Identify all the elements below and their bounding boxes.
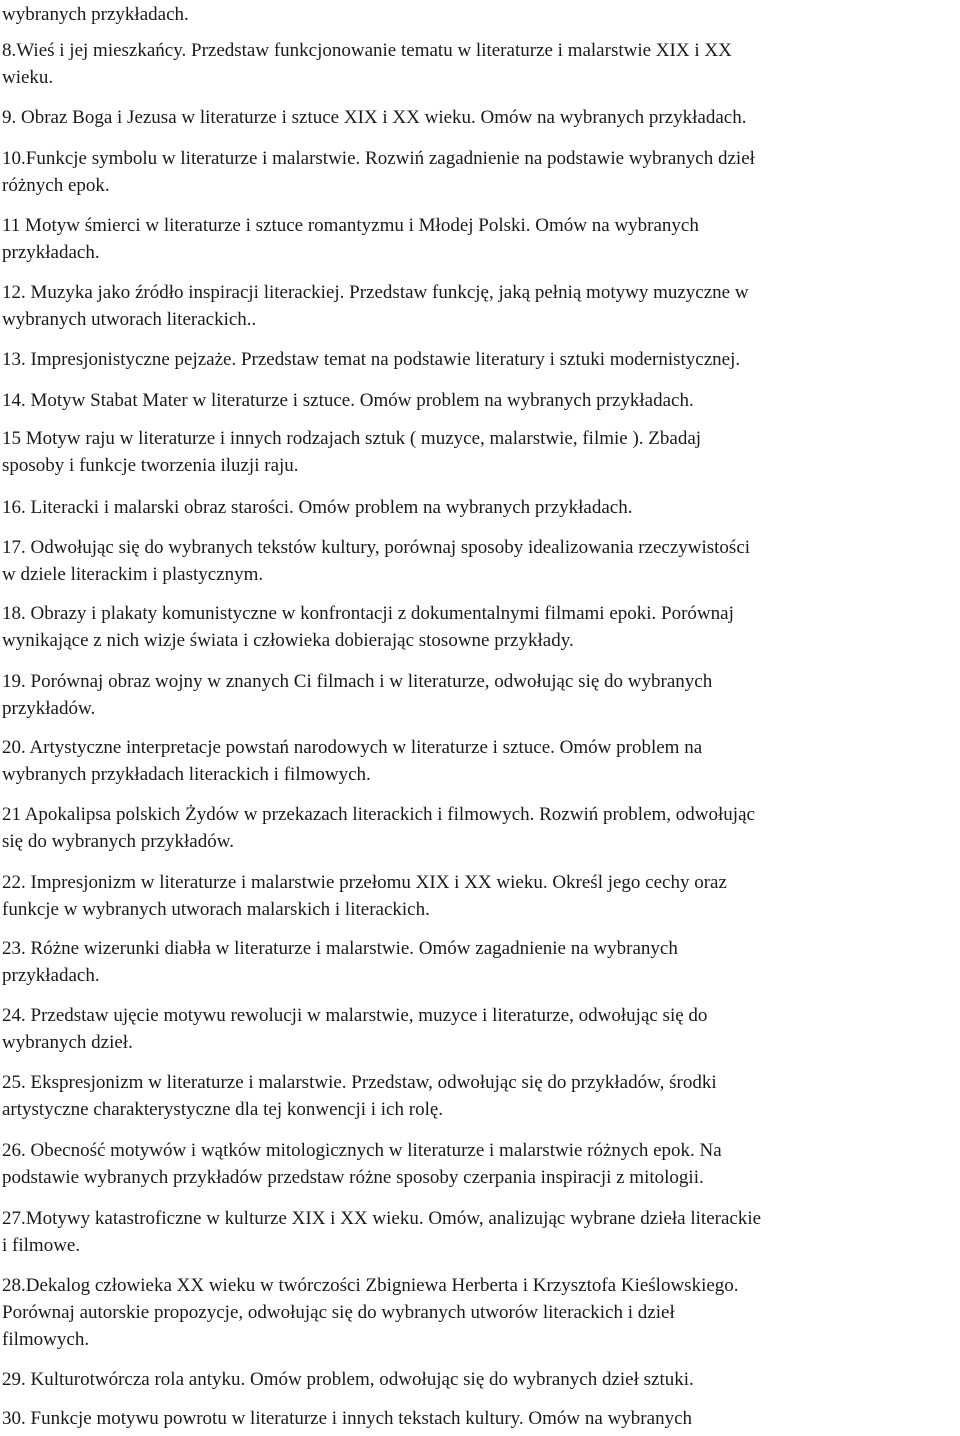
topic-23 bbox=[2, 935, 952, 989]
topic-26 bbox=[2, 1137, 952, 1191]
text-line: 28.Dekalog człowieka XX wieku w twórczości Zbigniewa Herberta i Krzysztofa Kieślowskiego. bbox=[2, 1275, 739, 1296]
topic-10 bbox=[2, 145, 952, 199]
text-line: wybranych przykładach literackich i filmowych. bbox=[2, 764, 371, 785]
topic-20 bbox=[2, 734, 952, 788]
topic-12 bbox=[2, 279, 952, 333]
text-line: wybranych utworach literackich.. bbox=[2, 309, 257, 330]
text-line: filmowych. bbox=[2, 1329, 90, 1350]
text-line: w dziele literackim i plastycznym. bbox=[2, 564, 264, 585]
text-line: przykładów. bbox=[2, 698, 96, 719]
text-line: wybranych przykładach. bbox=[2, 4, 189, 25]
topic-14 bbox=[2, 387, 952, 414]
text-line: 12. Muzyka jako źródło inspiracji literackiej. Przedstaw funkcję, jaką pełnią motywy muzyczne w bbox=[2, 282, 749, 303]
text-line: podstawie wybranych przykładów przedstaw różne sposoby czerpania inspiracji z mitologii. bbox=[2, 1167, 704, 1188]
text-line: się do wybranych przykładów. bbox=[2, 831, 234, 852]
text-line: sposoby i funkcje tworzenia iluzji raju. bbox=[2, 455, 299, 476]
topic-9 bbox=[2, 104, 952, 131]
text-line: różnych epok. bbox=[2, 175, 110, 196]
text-line: przykładach. bbox=[2, 242, 100, 263]
topic-22 bbox=[2, 869, 952, 923]
text-line: 16. Literacki i malarski obraz starości. Omów problem na wybranych przykładach. bbox=[2, 497, 633, 518]
topic-27 bbox=[2, 1205, 952, 1259]
topic-30 bbox=[2, 1405, 952, 1432]
topic-21 bbox=[2, 801, 952, 855]
text-line: 18. Obrazy i plakaty komunistyczne w konfrontacji z dokumentalnymi filmami epoki. Porównaj bbox=[2, 603, 734, 624]
text-line: 17. Odwołując się do wybranych tekstów kultury, porównaj sposoby idealizowania rzeczywistości bbox=[2, 537, 751, 558]
text-line: 22. Impresjonizm w literaturze i malarstwie przełomu XIX i XX wieku. Określ jego cechy oraz bbox=[2, 872, 727, 893]
text-line: 10.Funkcje symbolu w literaturze i malarstwie. Rozwiń zagadnienie na podstawie wybranych dzieł bbox=[2, 148, 755, 169]
topic-11 bbox=[2, 212, 952, 266]
topic-15 bbox=[2, 425, 952, 479]
topic-16 bbox=[2, 494, 952, 521]
topic-28 bbox=[2, 1272, 952, 1353]
topic-29 bbox=[2, 1366, 952, 1393]
text-line: 11 Motyw śmierci w literaturze i sztuce romantyzmu i Młodej Polski. Omów na wybranych bbox=[2, 215, 699, 236]
text-line: wybranych dzieł. bbox=[2, 1032, 133, 1053]
topic-18 bbox=[2, 600, 952, 654]
text-line: 9. Obraz Boga i Jezusa w literaturze i sztuce XIX i XX wieku. Omów na wybranych przykładach. bbox=[2, 107, 747, 128]
text-line: 14. Motyw Stabat Mater w literaturze i sztuce. Omów problem na wybranych przykładach. bbox=[2, 390, 694, 411]
topic-17 bbox=[2, 534, 952, 588]
topic-8 bbox=[2, 37, 952, 91]
text-line: wieku. bbox=[2, 67, 54, 88]
text-line: 29. Kulturotwórcza rola antyku. Omów problem, odwołując się do wybranych dzieł sztuki. bbox=[2, 1369, 694, 1390]
paragraph-continuation bbox=[2, 1, 952, 28]
text-line: 15 Motyw raju w literaturze i innych rodzajach sztuk ( muzyce, malarstwie, filmie ). Zbadaj bbox=[2, 428, 702, 449]
text-line: 19. Porównaj obraz wojny w znanych Ci filmach i w literaturze, odwołując się do wybranych bbox=[2, 671, 713, 692]
topic-25 bbox=[2, 1069, 952, 1123]
topic-24 bbox=[2, 1002, 952, 1056]
text-line: 24. Przedstaw ujęcie motywu rewolucji w malarstwie, muzyce i literaturze, odwołując się do bbox=[2, 1005, 708, 1026]
text-line: Porównaj autorskie propozycje, odwołując się do wybranych utworów literackich i dzieł bbox=[2, 1302, 675, 1323]
topic-19 bbox=[2, 668, 952, 722]
text-line: 13. Impresjonistyczne pejzaże. Przedstaw temat na podstawie literatury i sztuki modernistycznej. bbox=[2, 349, 741, 370]
text-line: 30. Funkcje motywu powrotu w literaturze i innych tekstach kultury. Omów na wybranych bbox=[2, 1408, 693, 1429]
text-line: 8.Wieś i jej mieszkańcy. Przedstaw funkcjonowanie tematu w literaturze i malarstwie XIX i XX bbox=[2, 40, 732, 61]
text-line: wynikające z nich wizje świata i człowieka dobierając stosowne przykłady. bbox=[2, 630, 574, 651]
text-line: i filmowe. bbox=[2, 1235, 81, 1256]
text-line: 21 Apokalipsa polskich Żydów w przekazach literackich i filmowych. Rozwiń problem, odwołując bbox=[2, 804, 755, 825]
text-line: 23. Różne wizerunki diabła w literaturze i malarstwie. Omów zagadnienie na wybranych bbox=[2, 938, 678, 959]
text-line: 27.Motywy katastroficzne w kulturze XIX i XX wieku. Omów, analizując wybrane dzieła literackie bbox=[2, 1208, 762, 1229]
text-line: 20. Artystyczne interpretacje powstań narodowych w literaturze i sztuce. Omów problem na bbox=[2, 737, 703, 758]
text-line: artystyczne charakterystyczne dla tej konwencji i ich rolę. bbox=[2, 1099, 444, 1120]
text-line: przykładach. bbox=[2, 965, 100, 986]
text-line: funkcje w wybranych utworach malarskich i literackich. bbox=[2, 899, 430, 920]
text-line: 26. Obecność motywów i wątków mitologicznych w literaturze i malarstwie różnych epok. Na bbox=[2, 1140, 722, 1161]
topic-13 bbox=[2, 346, 952, 373]
text-line: 25. Ekspresjonizm w literaturze i malarstwie. Przedstaw, odwołując się do przykładów, środki bbox=[2, 1072, 717, 1093]
